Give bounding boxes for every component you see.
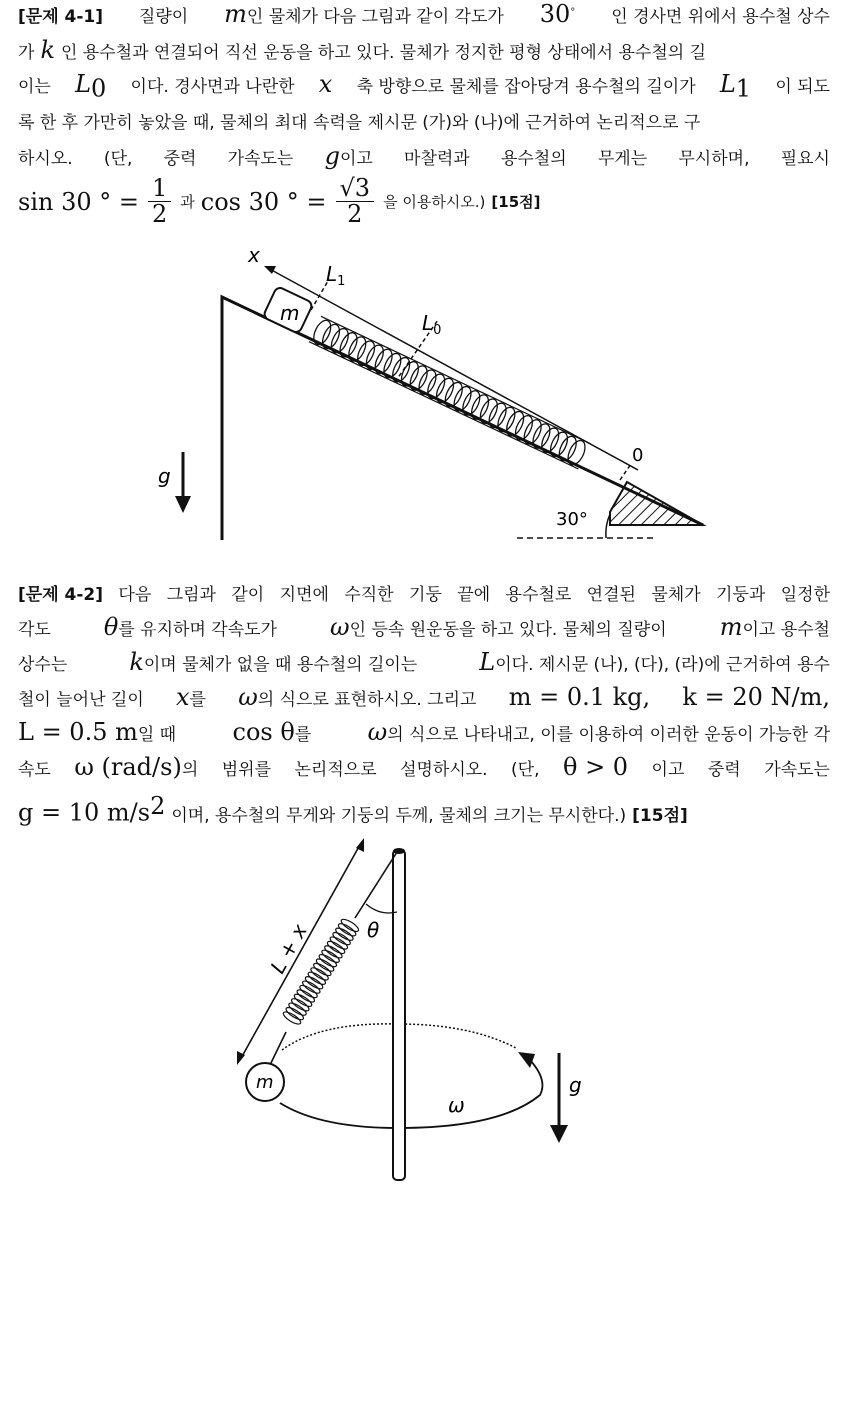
x-axis-arrowhead: [264, 266, 276, 274]
L0-label: $L_0$: [422, 311, 442, 338]
math-theta: θ: [103, 613, 119, 641]
math-k: k: [40, 36, 55, 64]
text: 축 방향으로 물체를 잡아당겨 용수철의 길이가: [356, 77, 696, 97]
text: 범위를: [221, 760, 271, 780]
text: 가: [18, 43, 35, 63]
text: 상수는: [18, 655, 68, 675]
problem-label: [문제 4-2]: [18, 585, 104, 605]
text: 의 식으로 표현하시오. 그리고: [257, 690, 477, 710]
text: 이고 용수철: [742, 620, 830, 640]
text: 논리적으로: [294, 760, 377, 780]
superscript: 2: [150, 792, 166, 820]
math-cos-theta: cos θ: [232, 718, 295, 746]
spring-coil: [565, 438, 589, 467]
p1-line-6: [18, 176, 830, 227]
text: 기둥과: [716, 585, 766, 605]
p2-line-7: [18, 792, 830, 827]
text: 의 식으로 나타내고, 이를 이용하여 이러한 운동이 가능한 각: [387, 725, 830, 745]
text: 무시하며,: [678, 149, 750, 169]
denominator: 2: [347, 200, 363, 229]
math-g: g: [324, 142, 340, 170]
math-omega: ω: [238, 683, 258, 711]
math-k-value: k = 20 N/m,: [682, 683, 830, 711]
text: 일 때: [137, 725, 177, 745]
angle-label: 30°: [556, 509, 588, 530]
text: 인 용수철과 연결되어 직선 운동을 하고 있다. 물체가 정지한 평형 상태에서 용수철의 길: [60, 43, 707, 63]
numerator: 1: [148, 176, 171, 202]
p1-line-3: [18, 70, 830, 102]
p2-line-3: [18, 648, 830, 676]
math-L: L: [75, 70, 92, 98]
p2-line-4: [18, 683, 830, 711]
text: 이고: [651, 760, 685, 780]
length-label: L + x: [265, 919, 312, 978]
text: (단,: [103, 149, 133, 169]
text: 속도: [18, 760, 51, 780]
text: 하시오.: [18, 149, 73, 169]
gravity-arrowhead: [175, 496, 191, 513]
text: 끝에: [457, 585, 491, 605]
math-m: m: [719, 613, 743, 641]
text: 무게는: [597, 149, 648, 169]
text: 용수철로: [505, 585, 572, 605]
math-omega-unit: ω (rad/s): [74, 753, 182, 781]
text: 를: [189, 690, 206, 710]
x-axis-label: x: [248, 243, 260, 267]
figure-1-incline: [0, 240, 848, 545]
p1-line-1: [18, 0, 830, 28]
text: 가속도는: [227, 149, 294, 169]
text: 가속도는: [764, 760, 830, 780]
omega-label: ω: [448, 1093, 465, 1117]
math-x: x: [318, 70, 333, 98]
fraction-half: [148, 176, 171, 227]
denominator: 2: [151, 200, 168, 229]
mass-label: m: [280, 301, 300, 325]
text: 를 유지하며 각속도가: [118, 620, 277, 640]
p1-line-5: [18, 142, 830, 170]
math-cos: cos 30 ° =: [200, 187, 327, 216]
text: 을 이용하시오.): [383, 193, 486, 212]
text: 일정한: [780, 585, 830, 605]
text: 이고: [339, 149, 373, 169]
text: 이 되도: [775, 77, 830, 97]
text: 이며 물체가 없을 때 용수철의 길이는: [143, 655, 418, 675]
math-L: L: [719, 70, 736, 98]
text: 인 경사면 위에서 용수철 상수: [611, 7, 830, 27]
math-k: k: [129, 648, 144, 676]
mass-ball-label: m: [256, 1072, 274, 1093]
p2-line-2: [18, 613, 830, 641]
p1-line-4: [18, 108, 830, 133]
text: 물체가: [651, 585, 701, 605]
text: 과: [180, 193, 195, 212]
text: 필요시: [780, 149, 830, 169]
L1-label: $L_1$: [326, 262, 346, 289]
fraction-root3: [336, 176, 375, 227]
numerator: √3: [336, 176, 375, 202]
text: 의: [181, 760, 199, 780]
math-m: m: [224, 0, 247, 28]
text: 마찰력과: [404, 149, 470, 169]
pole-top: [393, 848, 405, 854]
p2-line-1: [18, 580, 830, 605]
zero-marker: [620, 464, 631, 480]
text: 이다. 경사면과 나란한: [130, 77, 295, 97]
orbit-front: [280, 1060, 542, 1128]
orbit-arrowhead: [518, 1052, 535, 1068]
text: 설명하시오.: [400, 760, 488, 780]
math-omega: ω: [330, 613, 350, 641]
text: 를: [294, 725, 312, 745]
math-mass-value: m = 0.1 kg,: [508, 683, 651, 711]
text: 이다. 제시문 (나), (다), (라)에 근거하여 용수: [495, 655, 830, 675]
math-L-value: L = 0.5 m: [18, 718, 138, 746]
math-theta-positive: θ > 0: [562, 753, 629, 781]
theta-label: θ: [367, 918, 380, 942]
text: 수직한: [344, 585, 394, 605]
text: 이며, 용수철의 무게와 기둥의 두께, 물체의 크기는 무시한다.): [171, 805, 627, 826]
subscript: 0: [91, 74, 107, 103]
text: 같이: [231, 585, 265, 605]
zero-label: 0: [632, 445, 644, 466]
gravity-label: g: [158, 464, 171, 488]
spring-anchor: [610, 482, 703, 525]
spring-top-line: [355, 852, 397, 918]
spring: [309, 316, 590, 469]
math-g-value: g = 10 m/s: [18, 798, 151, 827]
score: [15점]: [491, 193, 541, 212]
problem-label: [문제 4-1]: [18, 7, 104, 27]
spring-bottom-line: [270, 1032, 286, 1065]
text: 각도: [18, 620, 51, 640]
score: [15점]: [632, 805, 688, 826]
text: 질량이: [138, 7, 189, 27]
p2-line-5: [18, 718, 830, 746]
text: 기둥: [409, 585, 442, 605]
figure-2-rotating-pole: [0, 830, 848, 1190]
math-omega: ω: [367, 718, 388, 746]
text: 록 한 후 가만히 놓았을 때, 물체의 최대 속력을 제시문 (가)와 (나)에 근거하여 논리적으로 구: [18, 113, 701, 133]
text: (단,: [511, 760, 540, 780]
text: 중력: [163, 149, 197, 169]
text: 연결된: [586, 585, 636, 605]
text: 그림과: [166, 585, 216, 605]
p2-line-6: [18, 753, 830, 781]
text: 이는: [18, 77, 51, 97]
subscript: 1: [735, 74, 752, 103]
degree: °: [570, 7, 576, 19]
text: 지면에: [279, 585, 329, 605]
p1-line-2: [18, 36, 830, 64]
math-sin: sin 30 ° =: [18, 187, 139, 216]
math-L: L: [479, 648, 496, 676]
pole: [393, 850, 405, 1180]
gravity-label-2: g: [569, 1073, 582, 1097]
text: 인 등속 원운동을 하고 있다. 물체의 질량이: [349, 620, 667, 640]
text: 다음: [118, 585, 152, 605]
gravity-arrowhead-2: [550, 1125, 568, 1143]
math-x: x: [176, 683, 190, 711]
math-30: 30: [539, 0, 571, 28]
text: 중력: [707, 760, 741, 780]
text: 철이 늘어난 길이: [18, 690, 144, 710]
text: 인 물체가 다음 그림과 같이 각도가: [246, 7, 504, 27]
text: 용수철의: [500, 149, 567, 169]
x-axis-arrow: [266, 267, 638, 470]
